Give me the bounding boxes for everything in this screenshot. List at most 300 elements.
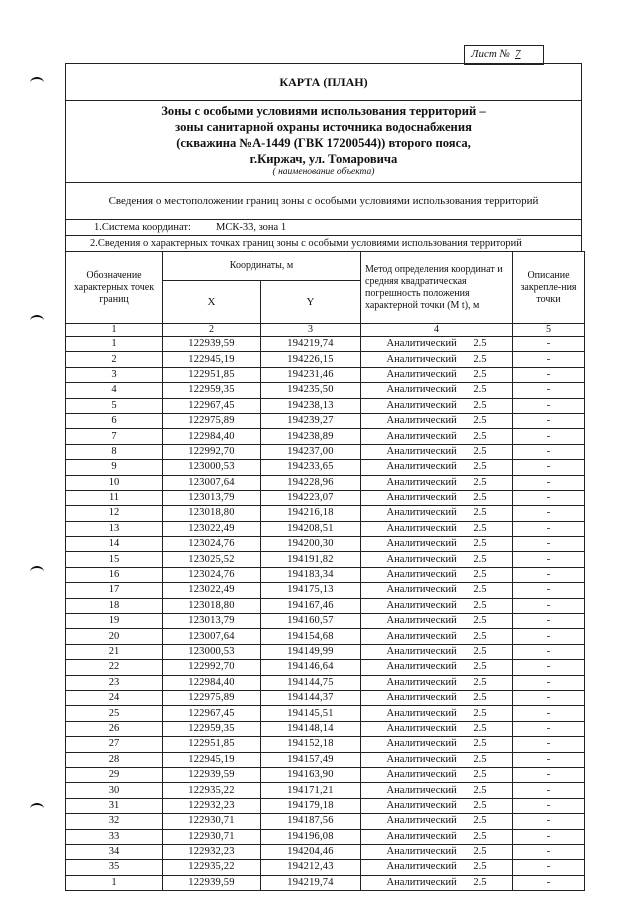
y-coordinate: 194149,99	[261, 644, 361, 659]
fixation-description: -	[513, 598, 585, 613]
method-name: Аналитический	[386, 569, 457, 581]
method-accuracy: 2.5	[473, 492, 487, 504]
x-coordinate: 122992,70	[163, 660, 261, 675]
zone-line-2: зоны санитарной охраны источника водоснабжения	[175, 120, 472, 134]
x-coordinate: 122932,23	[163, 798, 261, 813]
x-coordinate: 122935,22	[163, 783, 261, 798]
y-coordinate: 194145,51	[261, 706, 361, 721]
y-coordinate: 194154,68	[261, 629, 361, 644]
y-coordinate: 194196,08	[261, 829, 361, 844]
point-number: 9	[66, 460, 163, 475]
point-number: 5	[66, 398, 163, 413]
fixation-description: -	[513, 767, 585, 782]
point-number: 21	[66, 644, 163, 659]
y-coordinate: 194144,75	[261, 675, 361, 690]
y-coordinate: 194226,15	[261, 352, 361, 367]
y-coordinate: 194212,43	[261, 860, 361, 875]
point-number: 30	[66, 783, 163, 798]
method-accuracy: 2.5	[473, 569, 487, 581]
method-name: Аналитический	[386, 384, 457, 396]
fixation-description: -	[513, 429, 585, 444]
method-name: Аналитический	[386, 338, 457, 350]
method-cell	[361, 444, 513, 459]
table-row	[66, 383, 585, 398]
point-number: 33	[66, 829, 163, 844]
info-heading: Сведения о местоположении границ зоны с особыми условиями использования территорий	[65, 183, 582, 220]
table-row	[66, 490, 585, 505]
x-coordinate: 122984,40	[163, 675, 261, 690]
fixation-description: -	[513, 383, 585, 398]
y-coordinate: 194216,18	[261, 506, 361, 521]
sheet-label: Лист №	[471, 48, 510, 60]
points-table	[65, 251, 585, 891]
table-row	[66, 583, 585, 598]
method-accuracy: 2.5	[473, 461, 487, 473]
method-accuracy: 2.5	[473, 599, 487, 611]
y-coordinate: 194183,34	[261, 567, 361, 582]
fixation-description: -	[513, 552, 585, 567]
fixation-description: -	[513, 737, 585, 752]
point-number: 15	[66, 552, 163, 567]
y-coordinate: 194167,46	[261, 598, 361, 613]
method-cell	[361, 429, 513, 444]
table-row	[66, 598, 585, 613]
method-accuracy: 2.5	[473, 630, 487, 642]
table-row	[66, 413, 585, 428]
method-name: Аналитический	[386, 876, 457, 888]
fixation-description: -	[513, 721, 585, 736]
y-coordinate: 194233,65	[261, 460, 361, 475]
method-cell	[361, 660, 513, 675]
fixation-description: -	[513, 752, 585, 767]
method-cell	[361, 413, 513, 428]
method-cell	[361, 567, 513, 582]
method-cell	[361, 614, 513, 629]
method-name: Аналитический	[386, 661, 457, 673]
x-coordinate: 123000,53	[163, 644, 261, 659]
column-number: 3	[261, 324, 361, 337]
method-cell	[361, 875, 513, 890]
method-cell	[361, 629, 513, 644]
column-number: 1	[66, 324, 163, 337]
table-row	[66, 737, 585, 752]
fixation-description: -	[513, 337, 585, 352]
point-number: 12	[66, 506, 163, 521]
method-name: Аналитический	[386, 722, 457, 734]
point-number: 23	[66, 675, 163, 690]
method-cell	[361, 860, 513, 875]
method-accuracy: 2.5	[473, 384, 487, 396]
method-name: Аналитический	[386, 646, 457, 657]
binder-hole-mark	[30, 566, 44, 578]
fixation-description: -	[513, 829, 585, 844]
y-coordinate: 194208,51	[261, 521, 361, 536]
method-name: Аналитический	[386, 753, 457, 765]
method-cell	[361, 598, 513, 613]
point-number: 13	[66, 521, 163, 536]
method-accuracy: 2.5	[473, 846, 487, 858]
method-accuracy: 2.5	[473, 876, 487, 888]
method-name: Аналитический	[386, 476, 457, 488]
point-number: 28	[66, 752, 163, 767]
header-x: X	[163, 281, 261, 324]
fixation-description: -	[513, 460, 585, 475]
y-coordinate: 194171,21	[261, 783, 361, 798]
fixation-description: -	[513, 690, 585, 705]
point-number: 34	[66, 844, 163, 859]
point-number: 10	[66, 475, 163, 490]
method-name: Аналитический	[386, 630, 457, 642]
fixation-description: -	[513, 706, 585, 721]
method-name: Аналитический	[386, 492, 457, 504]
x-coordinate: 123013,79	[163, 614, 261, 629]
method-accuracy: 2.5	[473, 507, 487, 519]
method-accuracy: 2.5	[473, 769, 487, 781]
x-coordinate: 122984,40	[163, 429, 261, 444]
method-accuracy: 2.5	[473, 661, 487, 673]
method-cell	[361, 814, 513, 829]
y-coordinate: 194238,89	[261, 429, 361, 444]
y-coordinate: 194228,96	[261, 475, 361, 490]
method-cell	[361, 398, 513, 413]
x-coordinate: 122992,70	[163, 444, 261, 459]
method-name: Аналитический	[386, 507, 457, 519]
method-name: Аналитический	[386, 415, 457, 427]
fixation-description: -	[513, 475, 585, 490]
point-number: 2	[66, 352, 163, 367]
x-coordinate: 122959,35	[163, 721, 261, 736]
point-number: 18	[66, 598, 163, 613]
point-number: 20	[66, 629, 163, 644]
sheet-number: 7	[515, 48, 521, 60]
method-cell	[361, 583, 513, 598]
x-coordinate: 122975,89	[163, 690, 261, 705]
table-row	[66, 860, 585, 875]
method-cell	[361, 367, 513, 382]
method-accuracy: 2.5	[473, 722, 487, 734]
fixation-description: -	[513, 844, 585, 859]
y-coordinate: 194175,13	[261, 583, 361, 598]
table-row	[66, 567, 585, 582]
method-name: Аналитический	[386, 399, 457, 411]
x-coordinate: 122939,59	[163, 767, 261, 782]
point-number: 3	[66, 367, 163, 382]
x-coordinate: 122967,45	[163, 398, 261, 413]
fixation-description: -	[513, 521, 585, 536]
y-coordinate: 194148,14	[261, 721, 361, 736]
method-name: Аналитический	[386, 584, 457, 596]
x-coordinate: 122959,35	[163, 383, 261, 398]
method-cell	[361, 337, 513, 352]
object-caption: ( наименование объекта)	[272, 167, 375, 177]
point-number: 1	[66, 337, 163, 352]
method-accuracy: 2.5	[473, 738, 487, 750]
table-row	[66, 475, 585, 490]
y-coordinate: 194157,49	[261, 752, 361, 767]
table-row	[66, 429, 585, 444]
x-coordinate: 122945,19	[163, 352, 261, 367]
method-name: Аналитический	[386, 553, 457, 565]
y-coordinate: 194238,13	[261, 398, 361, 413]
point-number: 27	[66, 737, 163, 752]
method-name: Аналитический	[386, 522, 457, 534]
method-accuracy: 2.5	[473, 399, 487, 411]
method-name: Аналитический	[386, 692, 457, 704]
x-coordinate: 122939,59	[163, 337, 261, 352]
fixation-description: -	[513, 506, 585, 521]
method-cell	[361, 352, 513, 367]
fixation-description: -	[513, 614, 585, 629]
method-cell	[361, 460, 513, 475]
method-cell	[361, 767, 513, 782]
method-accuracy: 2.5	[473, 784, 487, 796]
x-coordinate: 122939,59	[163, 875, 261, 890]
table-row	[66, 644, 585, 659]
point-number: 8	[66, 444, 163, 459]
table-row	[66, 614, 585, 629]
table-row	[66, 783, 585, 798]
point-number: 19	[66, 614, 163, 629]
method-name: Аналитический	[386, 599, 457, 611]
method-accuracy: 2.5	[473, 415, 487, 427]
fixation-description: -	[513, 367, 585, 382]
x-coordinate: 123024,76	[163, 567, 261, 582]
point-number: 6	[66, 413, 163, 428]
method-accuracy: 2.5	[473, 861, 487, 873]
fixation-description: -	[513, 413, 585, 428]
table-row	[66, 537, 585, 552]
method-cell	[361, 675, 513, 690]
point-number: 17	[66, 583, 163, 598]
map-title: КАРТА (ПЛАН)	[65, 63, 582, 101]
method-cell	[361, 783, 513, 798]
fixation-description: -	[513, 537, 585, 552]
method-name: Аналитический	[386, 676, 457, 688]
x-coordinate: 122932,23	[163, 844, 261, 859]
method-name: Аналитический	[386, 815, 457, 827]
coord-system-label: 1.Система координат:	[94, 222, 191, 233]
fixation-description: -	[513, 398, 585, 413]
point-number: 26	[66, 721, 163, 736]
points-heading: 2.Сведения о характерных точках границ зоны с особыми условиями использования территорий	[65, 236, 582, 252]
y-coordinate: 194235,50	[261, 383, 361, 398]
table-row	[66, 398, 585, 413]
method-accuracy: 2.5	[473, 553, 487, 565]
x-coordinate: 123018,80	[163, 598, 261, 613]
method-accuracy: 2.5	[473, 799, 487, 811]
point-number: 24	[66, 690, 163, 705]
x-coordinate: 122975,89	[163, 413, 261, 428]
x-coordinate: 123022,49	[163, 521, 261, 536]
method-accuracy: 2.5	[473, 353, 487, 365]
header-coordinates: Координаты, м	[163, 252, 361, 281]
method-accuracy: 2.5	[473, 646, 487, 657]
method-cell	[361, 506, 513, 521]
table-row	[66, 444, 585, 459]
x-coordinate: 122967,45	[163, 706, 261, 721]
point-number: 31	[66, 798, 163, 813]
y-coordinate: 194219,74	[261, 337, 361, 352]
table-row	[66, 660, 585, 675]
coord-system-value: МСК-33, зона 1	[216, 222, 287, 233]
fixation-description: -	[513, 675, 585, 690]
method-cell	[361, 552, 513, 567]
fixation-description: -	[513, 444, 585, 459]
method-name: Аналитический	[386, 707, 457, 719]
x-coordinate: 122930,71	[163, 814, 261, 829]
method-cell	[361, 690, 513, 705]
header-method: Метод определения координат и средняя квадратическая погрешность положения характерной точки (M t), м	[361, 252, 513, 324]
x-coordinate: 122945,19	[163, 752, 261, 767]
method-cell	[361, 383, 513, 398]
column-number: 4	[361, 324, 513, 337]
table-row	[66, 552, 585, 567]
fixation-description: -	[513, 583, 585, 598]
point-number: 16	[66, 567, 163, 582]
method-name: Аналитический	[386, 461, 457, 473]
table-row	[66, 875, 585, 890]
method-accuracy: 2.5	[473, 830, 487, 842]
method-name: Аналитический	[386, 615, 457, 627]
method-cell	[361, 706, 513, 721]
method-accuracy: 2.5	[473, 445, 487, 457]
table-row	[66, 337, 585, 352]
method-cell	[361, 475, 513, 490]
method-accuracy: 2.5	[473, 676, 487, 688]
point-number: 22	[66, 660, 163, 675]
y-coordinate: 194152,18	[261, 737, 361, 752]
point-number: 29	[66, 767, 163, 782]
coord-system-line	[65, 220, 582, 236]
method-accuracy: 2.5	[473, 430, 487, 442]
method-accuracy: 2.5	[473, 753, 487, 765]
y-coordinate: 194219,74	[261, 875, 361, 890]
method-cell	[361, 752, 513, 767]
y-coordinate: 194187,56	[261, 814, 361, 829]
method-accuracy: 2.5	[473, 476, 487, 488]
x-coordinate: 123025,52	[163, 552, 261, 567]
point-number: 25	[66, 706, 163, 721]
y-coordinate: 194160,57	[261, 614, 361, 629]
sheet-number-box	[464, 45, 544, 65]
method-name: Аналитический	[386, 538, 457, 550]
table-row	[66, 629, 585, 644]
method-name: Аналитический	[386, 430, 457, 442]
fixation-description: -	[513, 567, 585, 582]
method-accuracy: 2.5	[473, 815, 487, 827]
x-coordinate: 123007,64	[163, 629, 261, 644]
fixation-description: -	[513, 644, 585, 659]
y-coordinate: 194146,64	[261, 660, 361, 675]
y-coordinate: 194239,27	[261, 413, 361, 428]
method-cell	[361, 490, 513, 505]
point-number: 32	[66, 814, 163, 829]
column-number-row	[66, 324, 585, 337]
column-number: 5	[513, 324, 585, 337]
table-row	[66, 521, 585, 536]
header-description: Описание закрепле-ния точки	[513, 252, 585, 324]
binder-hole-mark	[30, 315, 44, 327]
fixation-description: -	[513, 814, 585, 829]
y-coordinate: 194163,90	[261, 767, 361, 782]
method-name: Аналитический	[386, 784, 457, 796]
method-accuracy: 2.5	[473, 338, 487, 350]
x-coordinate: 123018,80	[163, 506, 261, 521]
table-row	[66, 690, 585, 705]
point-number: 4	[66, 383, 163, 398]
fixation-description: -	[513, 860, 585, 875]
zone-line-4: г.Киржач, ул. Томаровича	[249, 152, 398, 166]
method-accuracy: 2.5	[473, 707, 487, 719]
method-name: Аналитический	[386, 830, 457, 842]
table-row	[66, 721, 585, 736]
fixation-description: -	[513, 352, 585, 367]
table-row	[66, 460, 585, 475]
x-coordinate: 122951,85	[163, 367, 261, 382]
table-row	[66, 367, 585, 382]
method-cell	[361, 521, 513, 536]
fixation-description: -	[513, 798, 585, 813]
zone-line-1: Зоны с особыми условиями использования территорий –	[161, 104, 486, 118]
table-row	[66, 706, 585, 721]
column-number: 2	[163, 324, 261, 337]
x-coordinate: 123013,79	[163, 490, 261, 505]
point-number: 1	[66, 875, 163, 890]
method-name: Аналитический	[386, 799, 457, 811]
x-coordinate: 123022,49	[163, 583, 261, 598]
y-coordinate: 194223,07	[261, 490, 361, 505]
point-number: 14	[66, 537, 163, 552]
y-coordinate: 194144,37	[261, 690, 361, 705]
table-row	[66, 506, 585, 521]
method-cell	[361, 721, 513, 736]
table-row	[66, 829, 585, 844]
header-y: Y	[261, 281, 361, 324]
method-accuracy: 2.5	[473, 522, 487, 534]
table-row	[66, 767, 585, 782]
method-name: Аналитический	[386, 353, 457, 365]
method-cell	[361, 798, 513, 813]
y-coordinate: 194204,46	[261, 844, 361, 859]
point-number: 11	[66, 490, 163, 505]
object-name-block	[65, 101, 582, 183]
y-coordinate: 194200,30	[261, 537, 361, 552]
y-coordinate: 194191,82	[261, 552, 361, 567]
method-accuracy: 2.5	[473, 584, 487, 596]
table-row	[66, 798, 585, 813]
binder-hole-mark	[30, 803, 44, 815]
method-cell	[361, 644, 513, 659]
method-accuracy: 2.5	[473, 368, 487, 380]
method-accuracy: 2.5	[473, 615, 487, 627]
table-row	[66, 675, 585, 690]
document-frame	[65, 63, 582, 891]
x-coordinate: 123007,64	[163, 475, 261, 490]
method-name: Аналитический	[386, 368, 457, 380]
y-coordinate: 194237,00	[261, 444, 361, 459]
method-name: Аналитический	[386, 769, 457, 781]
zone-line-3: (скважина №А-1449 (ГВК 17200544)) второго пояса,	[176, 136, 471, 150]
method-cell	[361, 844, 513, 859]
table-row	[66, 352, 585, 367]
binder-hole-mark	[30, 77, 44, 89]
method-cell	[361, 537, 513, 552]
method-name: Аналитический	[386, 738, 457, 750]
y-coordinate: 194231,46	[261, 367, 361, 382]
fixation-description: -	[513, 490, 585, 505]
fixation-description: -	[513, 783, 585, 798]
table-row	[66, 844, 585, 859]
